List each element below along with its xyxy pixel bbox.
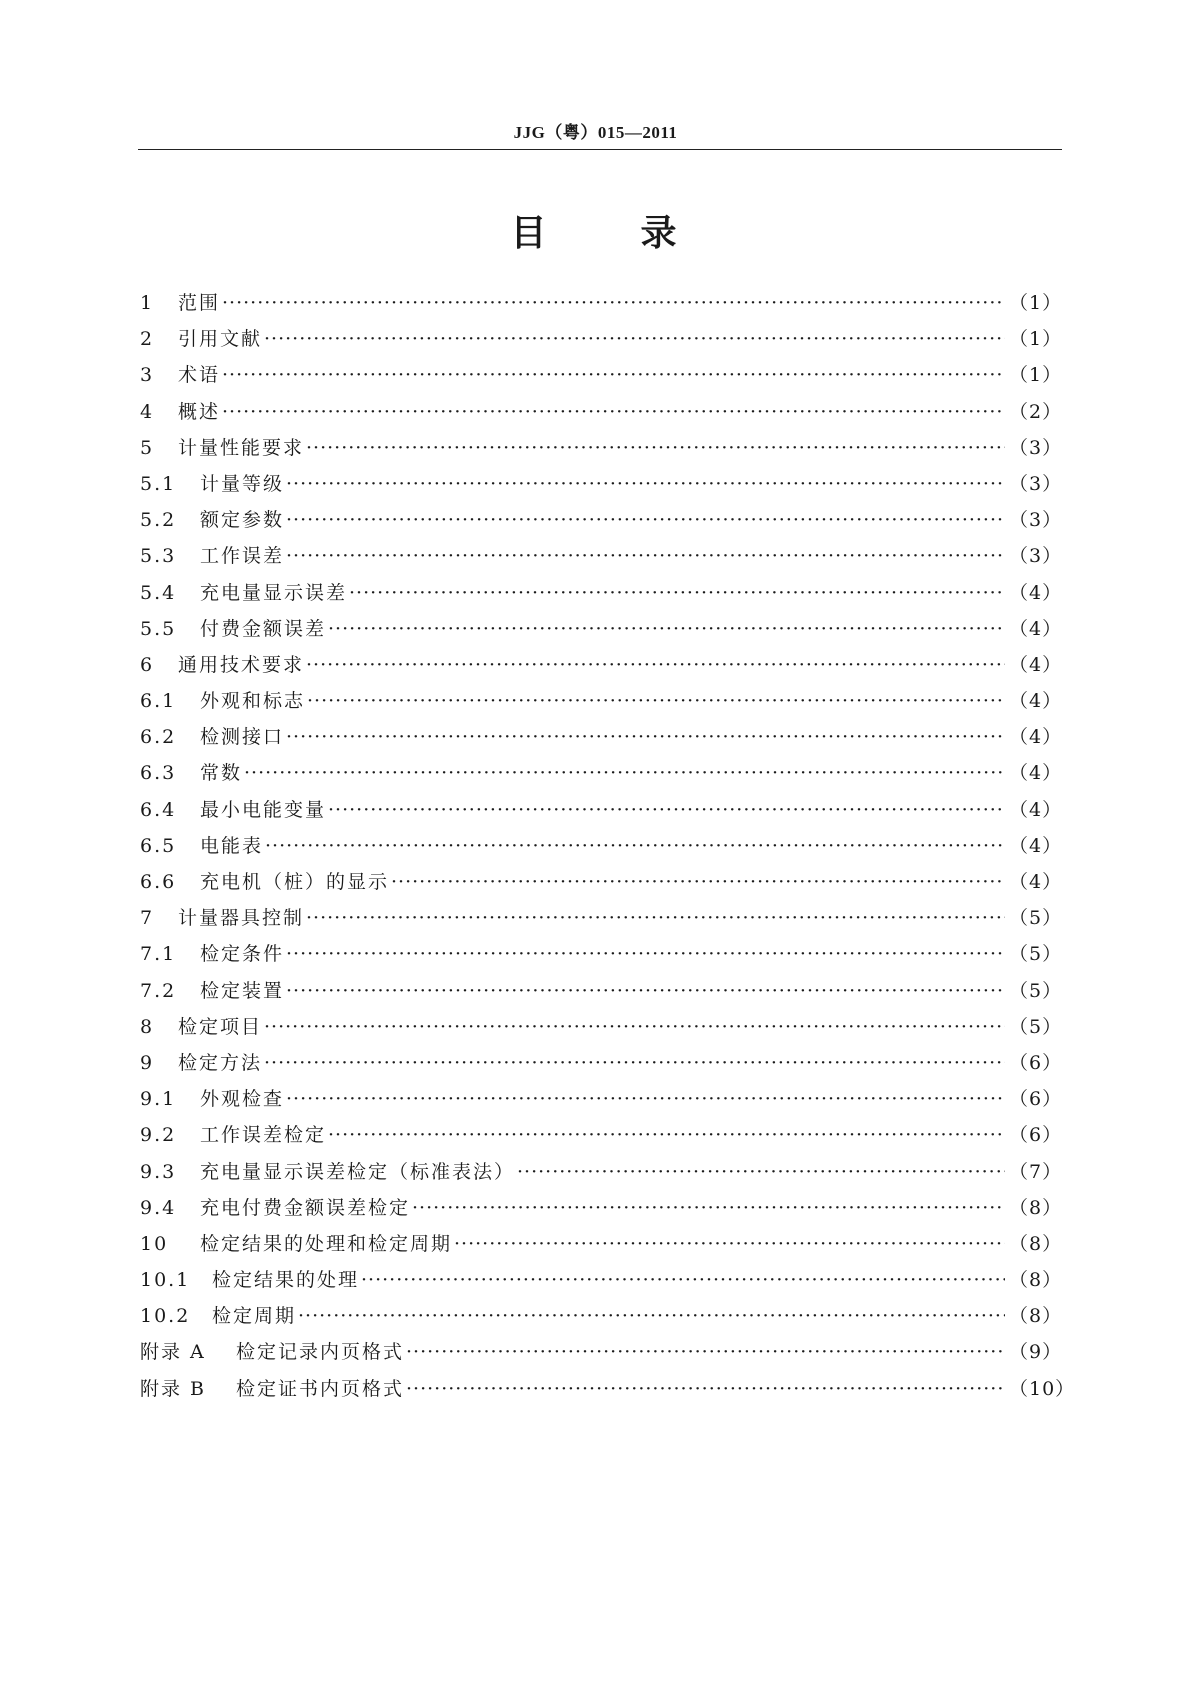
toc-entry-title: 检定记录内页格式 xyxy=(236,1341,405,1364)
toc-leader-dots xyxy=(328,618,1005,640)
toc-entry[interactable] xyxy=(140,1301,1063,1337)
toc-entry[interactable] xyxy=(140,433,1063,469)
toc-entry[interactable] xyxy=(140,939,1063,975)
toc-entry-title: 计量等级 xyxy=(200,472,285,495)
toc-entry-number: 6.1 xyxy=(140,690,177,713)
toc-entry-title: 检定证书内页格式 xyxy=(236,1377,405,1400)
toc-entry-page: （9） xyxy=(1009,1341,1063,1364)
toc-entry-number: 2 xyxy=(140,328,155,351)
toc-leader-dots xyxy=(391,871,1005,893)
toc-entry-title: 检定结果的处理和检定周期 xyxy=(200,1232,453,1255)
toc-leader-dots xyxy=(406,1378,1005,1400)
toc-entry[interactable] xyxy=(140,722,1063,758)
toc-leader-dots xyxy=(517,1161,1005,1183)
toc-entry-number: 5.2 xyxy=(140,509,177,532)
toc-entry-title: 检定条件 xyxy=(200,943,285,966)
toc-entry-number: 9.2 xyxy=(140,1124,177,1147)
toc-entry[interactable] xyxy=(140,650,1063,686)
document-code-header: JJG（粤）015—2011 xyxy=(513,123,678,142)
toc-entry[interactable] xyxy=(140,795,1063,831)
toc-entry[interactable] xyxy=(140,831,1063,867)
toc-entry-page: （5） xyxy=(1009,979,1063,1002)
title-char-1: 目 xyxy=(510,213,551,254)
toc-entry[interactable] xyxy=(140,360,1063,396)
toc-entry[interactable] xyxy=(140,758,1063,794)
toc-entry-page: （5） xyxy=(1009,907,1063,930)
toc-entry-title: 检定方法 xyxy=(178,1051,263,1074)
toc-entry-title: 检测接口 xyxy=(200,726,285,749)
toc-entry-title: 检定装置 xyxy=(200,979,285,1002)
toc-entry-title: 电能表 xyxy=(200,834,264,857)
toc-entry-title: 额定参数 xyxy=(200,509,285,532)
toc-entry-number: 9 xyxy=(140,1051,155,1074)
toc-leader-dots xyxy=(222,364,1005,386)
toc-entry-title: 检定周期 xyxy=(212,1305,297,1328)
toc-leader-dots xyxy=(412,1197,1005,1219)
toc-entry-number: 9.4 xyxy=(140,1196,177,1219)
toc-entry[interactable] xyxy=(140,1229,1063,1265)
toc-entry-title: 范围 xyxy=(178,292,221,314)
toc-entry[interactable] xyxy=(140,686,1063,722)
toc-entry[interactable] xyxy=(140,1193,1063,1229)
toc-entry-number: 6.2 xyxy=(140,726,177,749)
toc-entry-number: 6.6 xyxy=(140,871,177,893)
toc-entry-page: （4） xyxy=(1009,617,1063,640)
toc-entry-page: （1） xyxy=(1009,328,1063,351)
toc-entry[interactable] xyxy=(140,976,1063,1012)
toc-entry-number: 7.1 xyxy=(140,943,177,966)
toc-leader-dots xyxy=(264,328,1005,350)
toc-entry-number: 9.3 xyxy=(140,1160,177,1183)
toc-entry[interactable] xyxy=(140,867,1063,903)
toc-entry-title: 充电量显示误差 xyxy=(200,581,348,604)
toc-entry-title: 充电机（桩）的显示 xyxy=(200,871,390,893)
toc-entry-number: 附录 A xyxy=(140,1341,206,1364)
toc-entry[interactable] xyxy=(140,1084,1063,1120)
toc-entry-page: （7） xyxy=(1009,1160,1063,1183)
toc-entry-number: 1 xyxy=(140,292,155,314)
toc-entry[interactable] xyxy=(140,505,1063,541)
toc-entry-number: 5.5 xyxy=(140,617,177,640)
toc-entry-number: 9.1 xyxy=(140,1088,177,1111)
toc-entry-page: （3） xyxy=(1009,472,1063,495)
toc-entry-page: （4） xyxy=(1009,726,1063,749)
toc-leader-dots xyxy=(454,1233,1005,1255)
toc-entry-number: 10.2 xyxy=(140,1305,191,1328)
toc-entry-page: （8） xyxy=(1009,1305,1063,1328)
toc-entry-number: 5 xyxy=(140,436,155,459)
toc-entry-page: （6） xyxy=(1009,1124,1063,1147)
toc-leader-dots xyxy=(222,292,1005,314)
toc-leader-dots xyxy=(265,835,1005,857)
toc-leader-dots xyxy=(286,509,1005,531)
toc-entry-number: 10 xyxy=(140,1232,169,1255)
toc-entry-page: （2） xyxy=(1009,400,1063,423)
toc-entry-title: 计量器具控制 xyxy=(178,907,305,930)
toc-entry[interactable] xyxy=(140,1374,1076,1410)
toc-entry-number: 8 xyxy=(140,1015,155,1038)
toc-entry-number: 5.3 xyxy=(140,545,177,568)
toc-entry-number: 7 xyxy=(140,907,155,930)
toc-entry[interactable] xyxy=(140,1048,1063,1084)
toc-entry-page: （8） xyxy=(1009,1269,1063,1292)
toc-entry-page: （6） xyxy=(1009,1088,1063,1111)
toc-entry-page: （5） xyxy=(1009,943,1063,966)
toc-entry-title: 引用文献 xyxy=(178,328,263,351)
toc-entry-page: （5） xyxy=(1009,1015,1063,1038)
toc-leader-dots xyxy=(361,1269,1005,1291)
toc-leader-dots xyxy=(328,799,1005,821)
toc-entry-number: 6.3 xyxy=(140,762,177,785)
toc-entry-number: 4 xyxy=(140,400,155,423)
toc-entry-page: （4） xyxy=(1009,690,1063,713)
toc-entry-title: 付费金额误差 xyxy=(200,617,327,640)
toc-entry[interactable] xyxy=(140,1157,1063,1193)
toc-leader-dots xyxy=(286,473,1005,495)
toc-leader-dots xyxy=(264,1052,1005,1074)
toc-leader-dots xyxy=(406,1341,1005,1363)
toc-entry-title: 概述 xyxy=(178,400,221,423)
toc-leader-dots xyxy=(298,1305,1005,1327)
toc-entry[interactable] xyxy=(140,541,1063,577)
toc-entry-page: （4） xyxy=(1009,834,1063,857)
toc-entry-title: 最小电能变量 xyxy=(200,798,327,821)
toc-entry[interactable] xyxy=(140,1120,1063,1156)
toc-entry-title: 外观和标志 xyxy=(200,690,306,713)
toc-entry-number: 5.1 xyxy=(140,472,177,495)
title-char-2: 录 xyxy=(640,213,681,254)
toc-entry[interactable] xyxy=(140,397,1063,433)
toc-entry-number: 3 xyxy=(140,364,155,387)
toc-entry-page: （4） xyxy=(1009,581,1063,604)
toc-leader-dots xyxy=(286,726,1005,748)
page-title xyxy=(0,205,1191,256)
toc-leader-dots xyxy=(349,582,1005,604)
toc-entry-number: 附录 B xyxy=(140,1377,207,1400)
table-of-contents xyxy=(140,288,1076,1410)
toc-entry-page: （3） xyxy=(1009,545,1063,568)
toc-entry[interactable] xyxy=(140,1337,1063,1373)
toc-entry-page: （8） xyxy=(1009,1232,1063,1255)
toc-entry-page: （10） xyxy=(1009,1377,1076,1400)
toc-entry[interactable] xyxy=(140,614,1063,650)
toc-leader-dots xyxy=(244,762,1005,784)
toc-entry-page: （4） xyxy=(1009,871,1063,893)
toc-entry-page: （4） xyxy=(1009,762,1063,785)
toc-leader-dots xyxy=(264,1016,1005,1038)
toc-entry-title: 外观检查 xyxy=(200,1088,285,1111)
toc-entry-title: 充电付费金额误差检定 xyxy=(200,1196,411,1219)
toc-entry[interactable] xyxy=(140,1012,1063,1048)
toc-entry[interactable] xyxy=(140,578,1063,614)
toc-entry-page: （6） xyxy=(1009,1051,1063,1074)
toc-entry-number: 6 xyxy=(140,653,155,676)
toc-entry-title: 常数 xyxy=(200,762,243,785)
toc-entry[interactable] xyxy=(140,288,1063,324)
toc-entry-page: （1） xyxy=(1009,292,1063,314)
toc-leader-dots xyxy=(222,401,1005,423)
toc-entry-title: 充电量显示误差检定（标准表法） xyxy=(200,1160,516,1183)
toc-entry-title: 工作误差检定 xyxy=(200,1124,327,1147)
toc-entry[interactable] xyxy=(140,1265,1063,1301)
toc-entry-page: （1） xyxy=(1009,364,1063,387)
toc-entry-title: 通用技术要求 xyxy=(178,653,305,676)
toc-entry-number: 6.5 xyxy=(140,834,177,857)
toc-entry-page: （4） xyxy=(1009,798,1063,821)
toc-entry-page: （3） xyxy=(1009,509,1063,532)
header-rule xyxy=(138,149,1062,150)
toc-leader-dots xyxy=(328,1124,1005,1146)
toc-leader-dots xyxy=(286,980,1005,1002)
toc-leader-dots xyxy=(286,1088,1005,1110)
toc-entry-title: 工作误差 xyxy=(200,545,285,568)
toc-entry-title: 检定项目 xyxy=(178,1015,263,1038)
toc-leader-dots xyxy=(286,545,1005,567)
toc-leader-dots xyxy=(306,907,1005,929)
toc-entry[interactable] xyxy=(140,469,1063,505)
toc-entry-title: 计量性能要求 xyxy=(178,436,305,459)
toc-entry-page: （8） xyxy=(1009,1196,1063,1219)
toc-entry-title: 检定结果的处理 xyxy=(212,1269,360,1292)
toc-entry-number: 10.1 xyxy=(140,1269,191,1292)
toc-entry-page: （3） xyxy=(1009,436,1063,459)
toc-entry[interactable] xyxy=(140,324,1063,360)
toc-leader-dots xyxy=(286,943,1005,965)
toc-leader-dots xyxy=(306,437,1005,459)
toc-leader-dots xyxy=(306,654,1005,676)
toc-entry-number: 6.4 xyxy=(140,798,177,821)
toc-entry[interactable] xyxy=(140,903,1063,939)
toc-entry-number: 7.2 xyxy=(140,979,177,1002)
toc-entry-number: 5.4 xyxy=(140,581,177,604)
toc-entry-page: （4） xyxy=(1009,653,1063,676)
toc-leader-dots xyxy=(307,690,1005,712)
toc-entry-title: 术语 xyxy=(178,364,221,387)
